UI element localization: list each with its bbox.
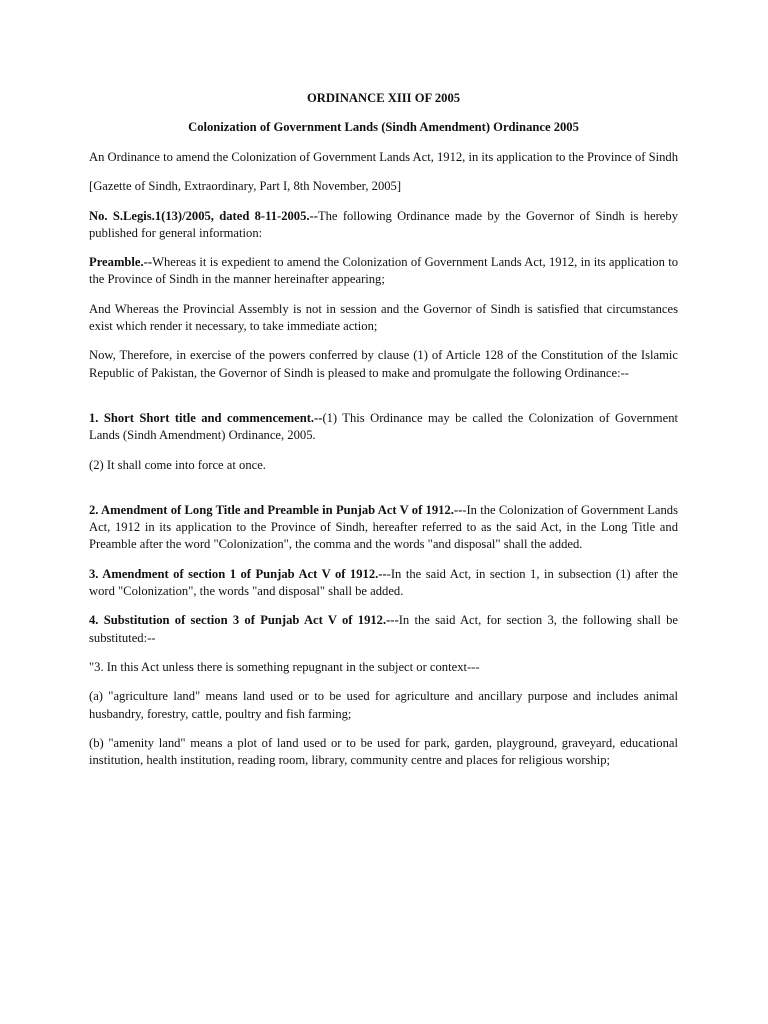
intro-paragraph: An Ordinance to amend the Colonization of Government Lands Act, 1912, in its application to the Province of Sindh <box>89 150 678 164</box>
section-3-paragraph <box>89 566 678 601</box>
preamble-heading: Preamble.-- <box>89 255 153 270</box>
section-3-heading: 3. Amendment of section 1 of Punjab Act V of 1912.-- <box>89 566 387 581</box>
section-4-heading: 4. Substitution of section 3 of Punjab Act V of 1912.--- <box>89 613 399 628</box>
preamble-paragraph <box>89 254 678 289</box>
gazette-reference: [Gazette of Sindh, Extraordinary, Part I, 8th November, 2005] <box>89 179 402 194</box>
section-2-heading: 2. Amendment of Long Title and Preamble in Punjab Act V of 1912.-- <box>89 502 463 517</box>
section-3-text: -In the said Act, in section 1, in subsection (1) after the word "Colonization", the words "and disposal" shall be added. <box>89 566 679 599</box>
notification-heading: No. S.Legis.1(13)/2005, dated 8-11-2005.-- <box>89 208 318 223</box>
definition-intro: "3. In this Act unless there is something repugnant in the subject or context--- <box>89 659 480 674</box>
section-1-subsection-2: (2) It shall come into force at once. <box>89 457 266 472</box>
section-1-text: (1) This Ordinance may be called the Colonization of Government Lands (Sindh Amendment) Ordinance, 2005. <box>89 410 678 443</box>
notification-paragraph <box>89 208 678 243</box>
section-4-paragraph <box>89 612 678 647</box>
section-2-text: -In the Colonization of Government Lands Act, 1912 in its application to the Province of Sindh, hereafter referred to as the said Act, in the Long Title and Preamble after the word "Colonization", the comma and the words "and disposal" shall the added. <box>89 502 678 552</box>
document-subtitle: Colonization of Government Lands (Sindh Amendment) Ordinance 2005 <box>188 120 579 134</box>
section-4-text: In the said Act, for section 3, the following shall be substituted:-- <box>89 613 678 645</box>
therefore-paragraph: Now, Therefore, in exercise of the powers conferred by clause (1) of Article 128 of the Constitution of the Islamic Republic of Pakistan, the Governor of Sindh is pleased to make and promulgate the following Ordinance:-- <box>89 348 678 380</box>
definition-b: (b) "amenity land" means a plot of land used or to be used for park, garden, playground, graveyard, educational institution, health institution, reading room, library, community centre and places for religious worship; <box>89 735 678 768</box>
document-page <box>89 90 678 781</box>
whereas-paragraph: And Whereas the Provincial Assembly is not in session and the Governor of Sindh is satisfied that circumstances exist which render it necessary, to take immediate action; <box>89 301 678 334</box>
section-1-heading: 1. Short Short title and commencement.-- <box>89 410 323 425</box>
definition-a: (a) "agriculture land" means land used or to be used for agriculture and ancillary purpose and includes animal husbandry, forestry, cattle, poultry and fish farming; <box>89 689 678 721</box>
section-1-paragraph <box>89 410 678 445</box>
section-2-paragraph <box>89 502 678 554</box>
notification-text: The following Ordinance made by the Governor of Sindh is hereby published for general information: <box>89 208 678 240</box>
document-title: ORDINANCE XIII OF 2005 <box>306 91 461 105</box>
preamble-text: Whereas it is expedient to amend the Colonization of Government Lands Act, 1912, in its application to the Province of Sindh in the manner hereinafter appearing; <box>89 255 678 287</box>
